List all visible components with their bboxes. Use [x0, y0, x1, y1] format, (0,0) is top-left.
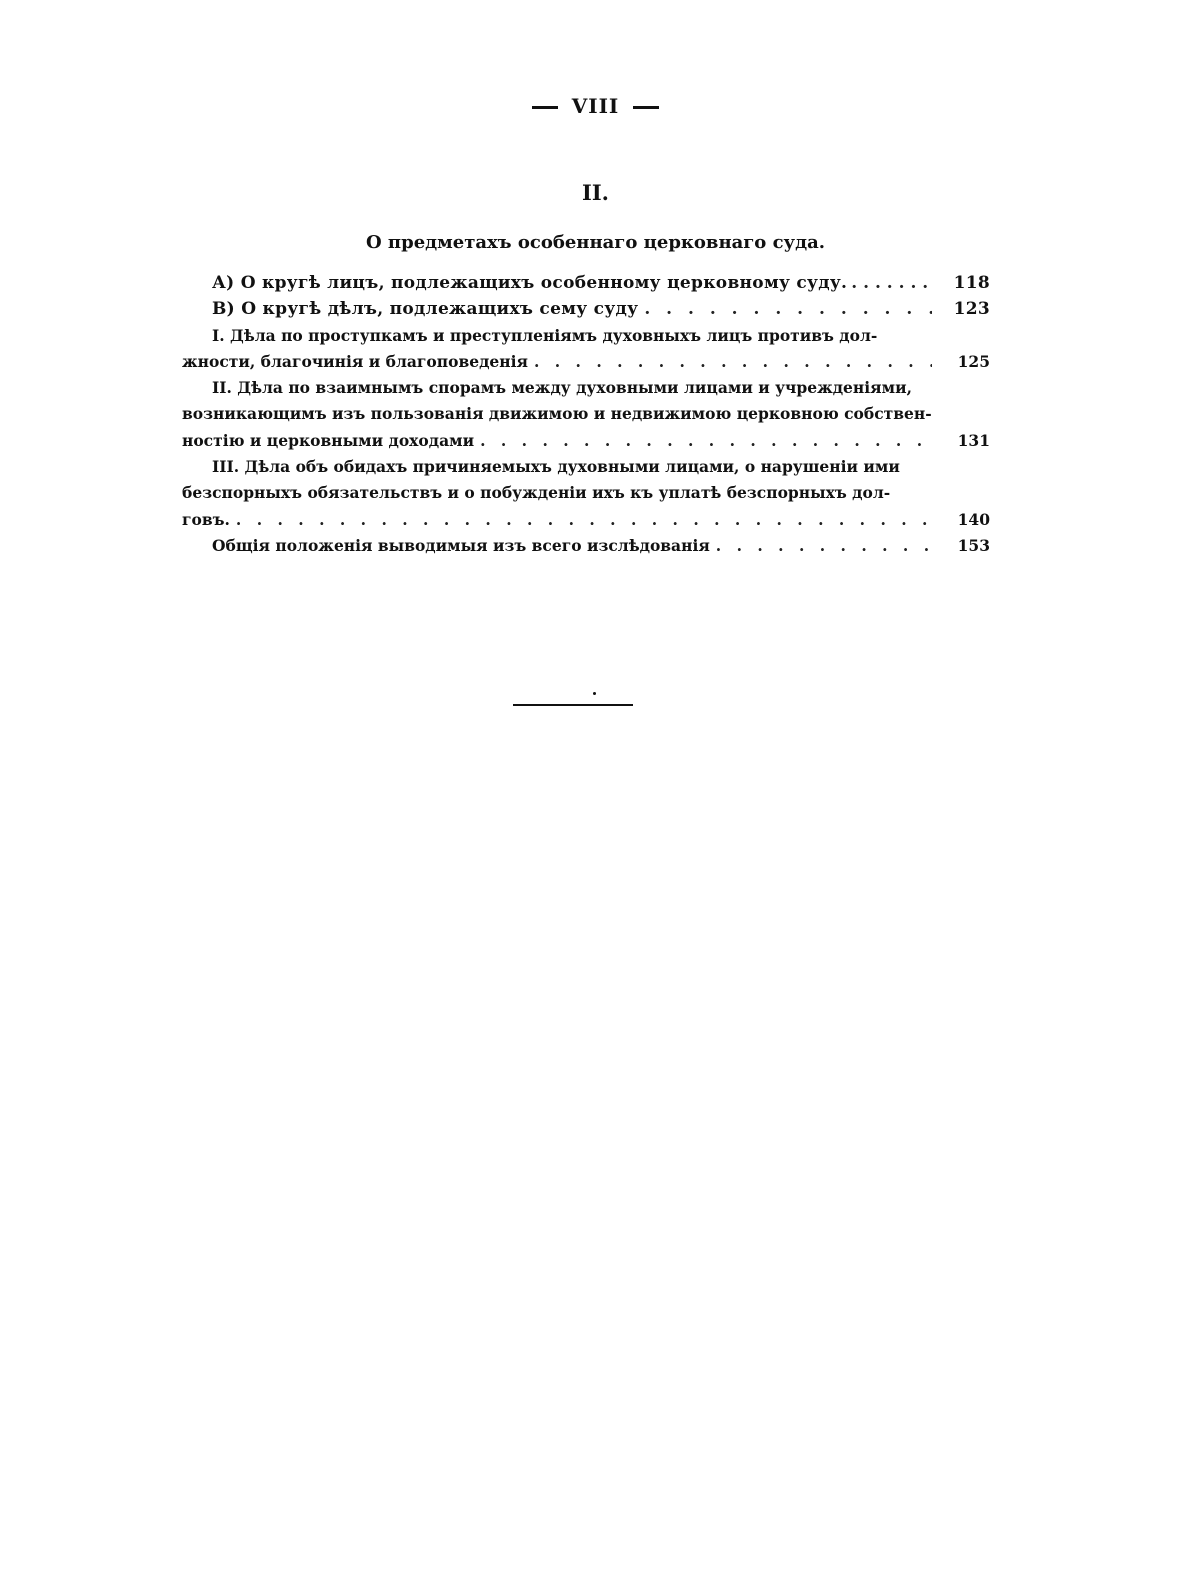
dot-leader [644, 296, 932, 322]
toc-entry-text: возникающимъ изъ пользованія движимою и недвижимою церковною собствен- [182, 404, 932, 424]
toc-page-number: 118 [953, 273, 990, 293]
toc-page-number: 123 [953, 299, 990, 320]
toc-entry-text: жности, благочинія и благоповеденія [182, 351, 528, 371]
dot-leader [480, 428, 932, 454]
dot-leader [851, 270, 934, 296]
toc-entry-text: II. Дѣла по взаимнымъ спорамъ между духовными лицами и учрежденіями, [212, 378, 912, 398]
section-number: II. [582, 180, 609, 205]
toc-page-number: 131 [957, 430, 990, 450]
end-rule [513, 704, 633, 706]
dot-leader [716, 533, 932, 559]
toc-entry-text: I. Дѣла по проступкамъ и преступленіямъ духовныхъ лицъ противъ дол- [212, 325, 878, 345]
ornament-dot [593, 692, 596, 695]
toc-entry-i [182, 323, 990, 376]
header-dash-right [633, 106, 659, 109]
toc-entry-iii [182, 454, 990, 533]
running-header [0, 94, 1191, 118]
toc-entry-text: говъ. [182, 509, 230, 529]
table-of-contents [182, 270, 990, 559]
toc-page-number: 125 [957, 351, 990, 371]
toc-entry-conclusions [182, 533, 990, 559]
dot-leader [236, 507, 932, 533]
toc-entry-text: III. Дѣла объ обидахъ причиняемыхъ духовными лицами, о нарушеніи ими [212, 457, 900, 477]
section-title: О предметахъ особеннаго церковнаго суда. [365, 232, 825, 253]
toc-entry-text: ностію и церковными доходами [182, 430, 475, 450]
page-number: VIII [571, 94, 620, 118]
toc-entry-text: безспорныхъ обязательствъ и о побужденіи ихъ къ уплатѣ безспорныхъ дол- [182, 483, 891, 503]
toc-page-number: 153 [957, 535, 990, 555]
toc-entry-text: В) О кругѣ дѣлъ, подлежащихъ сему суду [212, 299, 639, 320]
toc-page-number: 140 [957, 509, 990, 529]
toc-entry-b [182, 296, 990, 322]
toc-entry-a [182, 270, 990, 296]
toc-entry-text: А) О кругѣ лицъ, подлежащихъ особенному церковному суду. [212, 273, 848, 293]
toc-entry-text: Общія положенія выводимыя изъ всего изслѣдованія [212, 535, 710, 555]
dot-leader [534, 349, 932, 375]
toc-entry-ii [182, 375, 990, 454]
header-dash-left [532, 106, 558, 109]
